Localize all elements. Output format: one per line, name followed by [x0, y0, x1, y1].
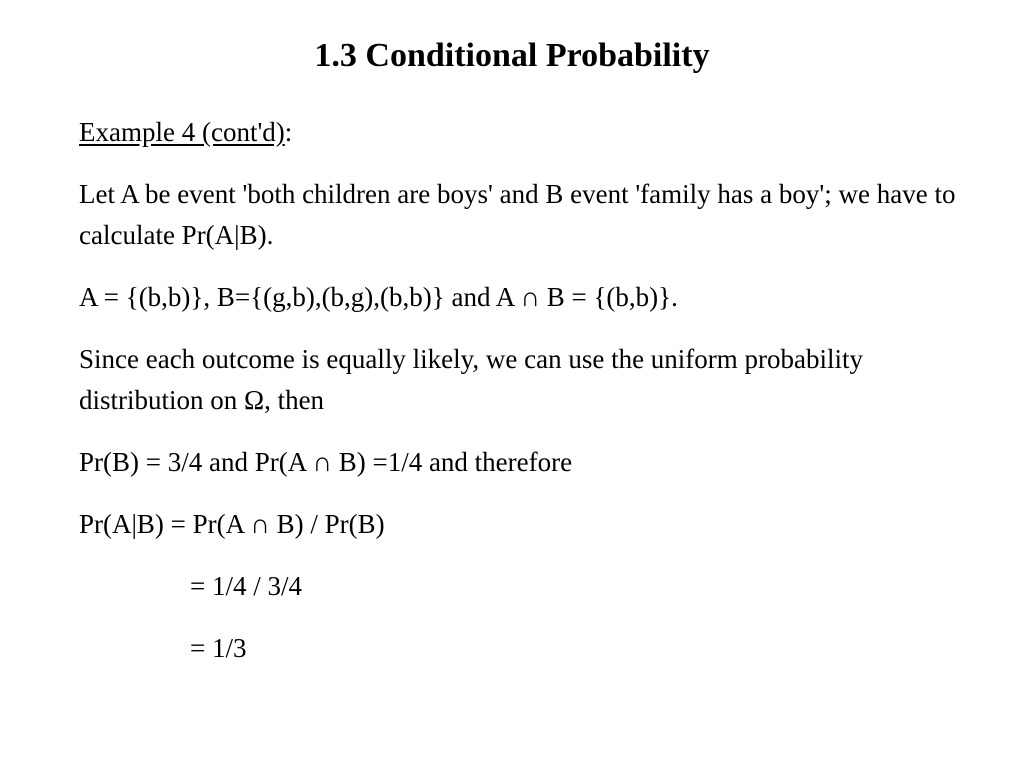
- example-heading-colon: :: [284, 117, 293, 147]
- sets-paragraph: A = {(b,b)}, B={(g,b),(b,g),(b,b)} and A ∩ B = {(b,b)}.: [79, 282, 678, 312]
- probabilities-paragraph: Pr(B) = 3/4 and Pr(A ∩ B) =1/4 and therefore: [79, 447, 573, 477]
- example-heading: Example 4 (cont'd): [79, 117, 285, 147]
- uniform-paragraph: Since each outcome is equally likely, we can use the uniform probability distribution on Ω, then: [79, 344, 864, 415]
- formula-step-2: = 1/3: [190, 633, 247, 663]
- events-paragraph: Let A be event 'both children are boys' and B event 'family has a boy'; we have to calculate Pr(A|B).: [79, 179, 956, 250]
- example-heading-line: [79, 112, 959, 153]
- formula-step-1: = 1/4 / 3/4: [190, 571, 302, 601]
- formula-line: Pr(A|B) = Pr(A ∩ B) / Pr(B): [79, 509, 385, 539]
- slide-body: [79, 112, 959, 690]
- slide-title: 1.3 Conditional Probability: [314, 37, 710, 74]
